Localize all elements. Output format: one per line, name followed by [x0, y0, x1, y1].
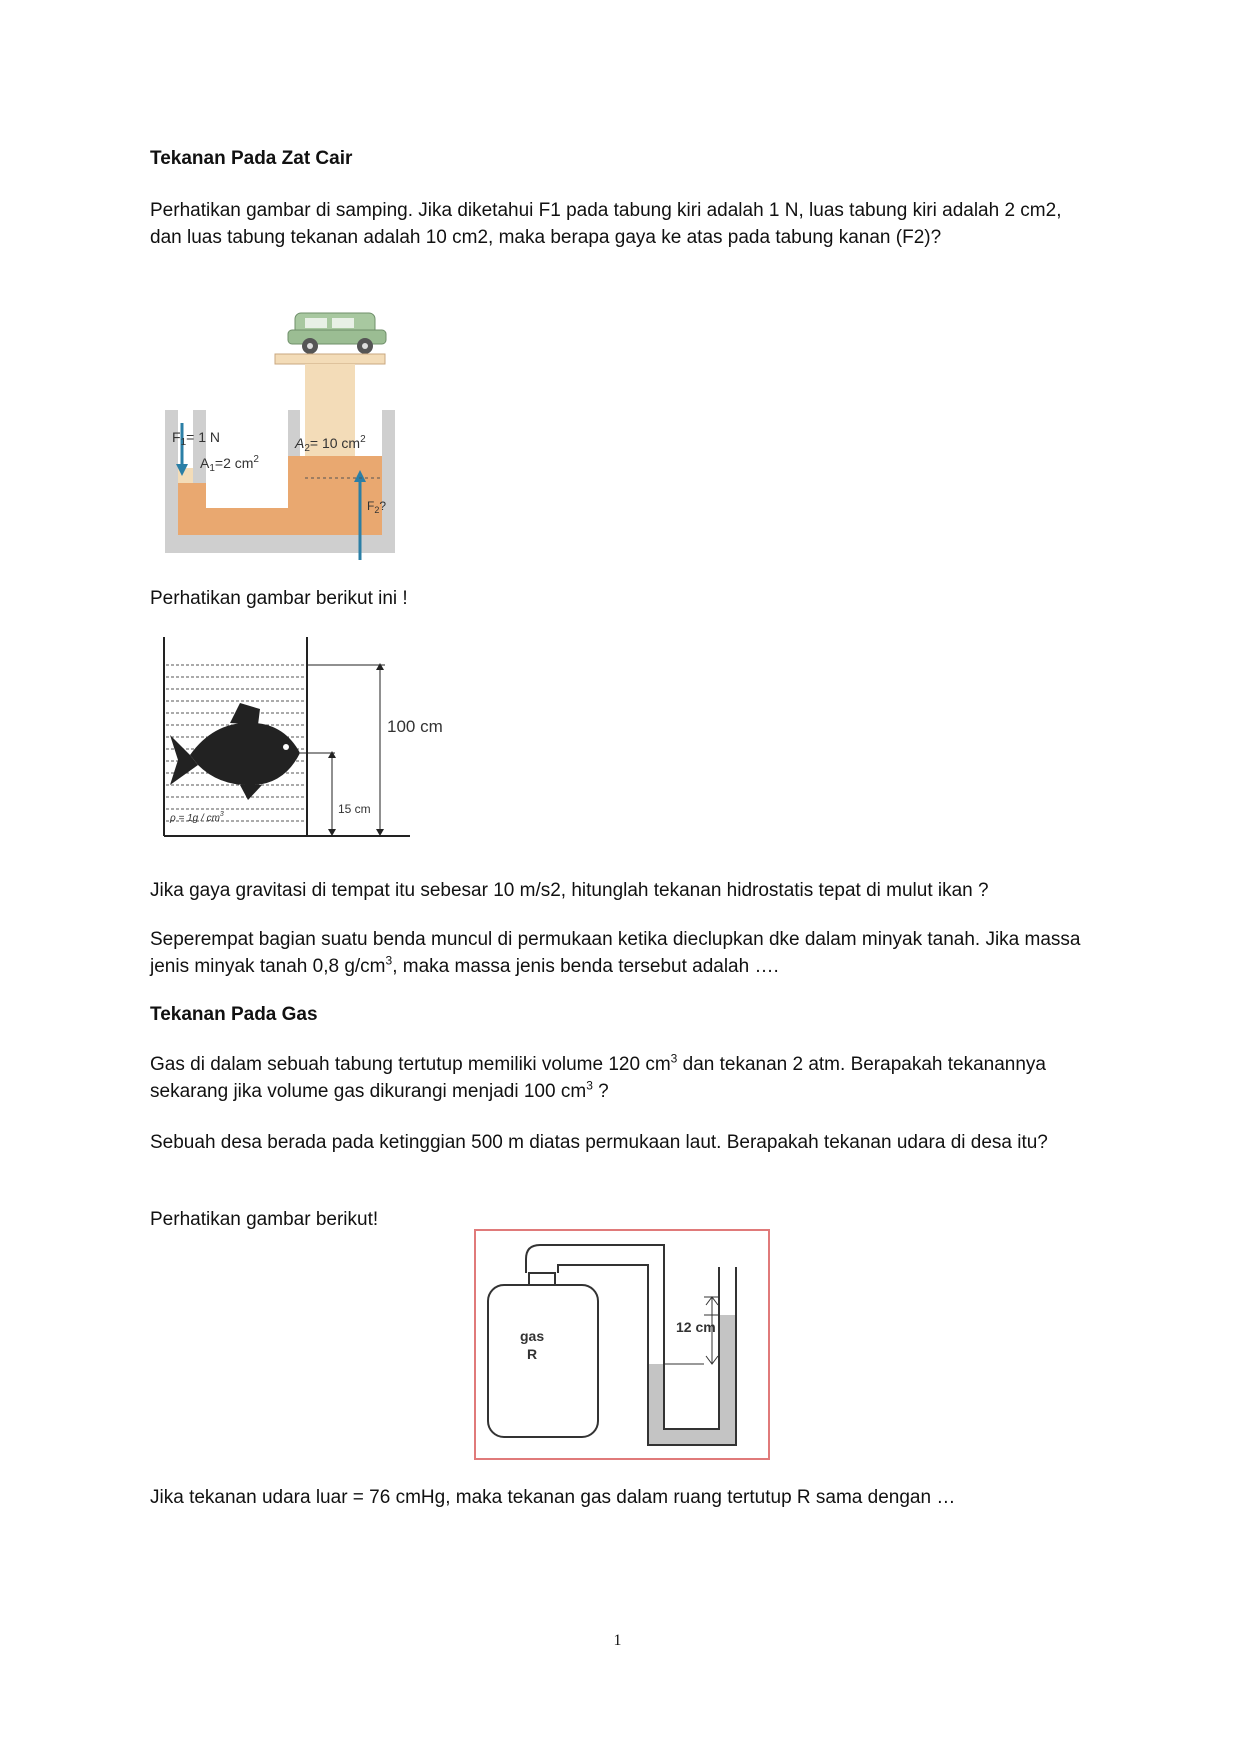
question-manometer-intro: Perhatikan gambar berikut!: [150, 1209, 379, 1230]
label-r: R: [527, 1346, 538, 1362]
page-number: 1: [613, 1632, 622, 1649]
label-a2: $A_2= 10$ $cm^2$: [295, 434, 366, 454]
gas-container: [488, 1285, 598, 1437]
hydraulic-press-figure: [160, 308, 430, 568]
question-fish-intro: Perhatikan gambar berikut ini !: [150, 588, 408, 609]
question-altitude: Sebuah desa berada pada ketinggian 500 m diatas permukaan laut. Berapakah tekanan udara di desa itu?: [150, 1132, 1048, 1153]
question-hydraulic: Perhatikan gambar di samping. Jika diketahui F1 pada tabung kiri adalah 1 N, luas tabung kiri adalah 2 cm2, dan luas tabung tekanan adalah 10 cm2, maka berapa gaya ke atas pada tabung kanan (F2)?: [150, 200, 1062, 248]
manometer-figure: [474, 1229, 770, 1461]
label-height: 12 cm: [676, 1319, 716, 1335]
label-f1: $F_1= 1$ N: [172, 429, 220, 448]
car-icon: [288, 313, 386, 354]
label-density: $\rho = 1g / cm^3$: [170, 811, 224, 824]
label-height-total: 100 cm: [387, 717, 443, 736]
question-gas-pressure: Jika tekanan udara luar = 76 cmHg, maka tekanan gas dalam ruang tertutup R sama dengan …: [150, 1487, 956, 1508]
question-hydrostatic: Jika gaya gravitasi di tempat itu sebesar 10 m/s2, hitunglah tekanan hidrostatis tepat di mulut ikan ?: [150, 880, 989, 901]
label-a1: $A_1=2$ $cm^2$: [200, 454, 259, 474]
section-heading-liquid: Tekanan Pada Zat Cair: [150, 148, 353, 169]
label-gas: gas: [520, 1328, 545, 1344]
section-heading-gas: Tekanan Pada Gas: [150, 1004, 318, 1025]
label-height-fish: 15 cm: [338, 802, 371, 816]
fish-tank-figure: [160, 635, 460, 845]
question-gas-volume: Gas di dalam sebuah tabung tertutup memiliki volume 120 $cm^3$ dan tekanan 2 atm. Berapakah tekanannya sekarang jika volume gas dikurangi menjadi 100 $cm^3$ ?: [150, 1051, 1046, 1102]
question-density: Seperempat bagian suatu benda muncul di permukaan ketika dieclupkan dke dalam minyak tanah. Jika massa jenis minyak tanah 0,8 $g/cm^3$, maka massa jenis benda tersebut adalah ….: [150, 929, 1081, 977]
fish-icon: [170, 703, 300, 800]
label-f2: $F_2$?: [367, 499, 387, 515]
